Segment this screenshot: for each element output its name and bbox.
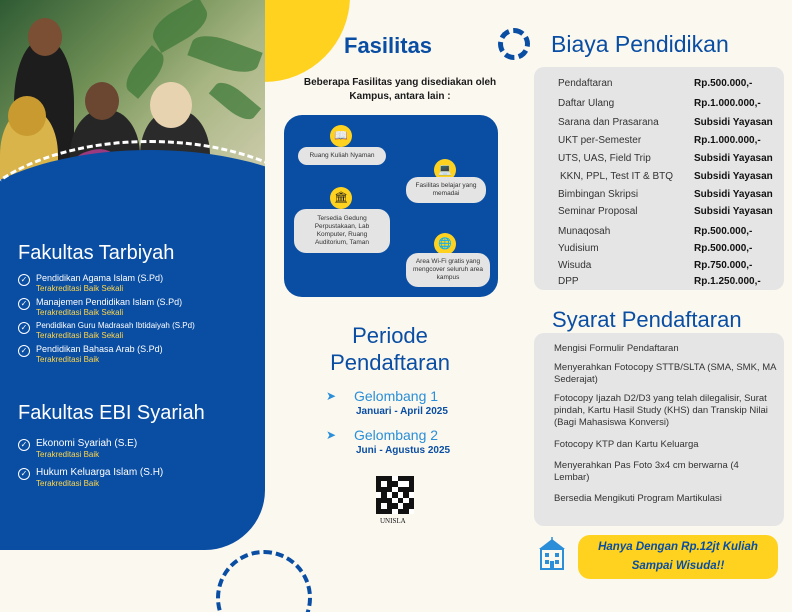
syarat-title: Syarat Pendaftaran [552, 307, 742, 332]
facility-item: Fasilitas belajar yang memadai [406, 177, 486, 203]
list-item: Fotocopy KTP dan Kartu Keluarga [554, 439, 699, 450]
globe-icon: 🌐 [434, 233, 456, 255]
table-row: KKN, PPL, Test IT & BTQ Subsidi Yayasan [560, 171, 773, 182]
list-item: ✓ Ekonomi Syariah (S.E) Terakreditasi Baik [18, 438, 163, 459]
fasilitas-intro: Beberapa Fasilitas yang disediakan oleh Kampus, antara lain : [303, 77, 497, 102]
check-circle-icon: ✓ [18, 322, 30, 334]
list-item: Bersedia Mengikuti Program Martikulasi [554, 493, 722, 504]
check-circle-icon: ✓ [18, 468, 30, 480]
list-item: ✓ Pendidikan Guru Madrasah Ibtidaiyah (S.Pd) Terakreditasi Baik Sekali [18, 321, 195, 340]
table-row: Wisuda Rp.750.000,- [558, 260, 753, 271]
table-row: UKT per-Semester Rp.1.000.000,- [558, 135, 761, 146]
table-row: Sarana dan Prasarana Subsidi Yayasan [558, 117, 773, 128]
table-row: UTS, UAS, Field Trip Subsidi Yayasan [558, 153, 773, 164]
library-icon: 🏛 [330, 187, 352, 209]
facility-item: Tersedia Gedung Perpustakaan, Lab Komputer, Ruang Auditorium, Taman [294, 209, 390, 253]
check-circle-icon: ✓ [18, 274, 30, 286]
fee-table [534, 67, 784, 290]
table-row: DPP Rp.1.250.000,- [558, 276, 761, 287]
decorative-dashed-circle [216, 550, 312, 612]
school-building-icon [537, 537, 567, 571]
faculty-panel [0, 0, 265, 550]
list-item: Menyerahkan Fotocopy STTB/SLTA (SMA, SMK, MA Sederajat) [554, 362, 776, 385]
fasilitas-title: Fasilitas [344, 33, 433, 58]
facility-item: Area Wi-Fi gratis yang mengcover seluruh area kampus [406, 253, 490, 287]
list-item: Mengisi Formulir Pendaftaran [554, 343, 679, 354]
fasilitas-box [284, 115, 498, 297]
book-icon: 📖 [330, 125, 352, 147]
list-item: ✓ Pendidikan Agama Islam (S.Pd) Terakreditasi Baik Sekali [18, 273, 195, 293]
laptop-icon: 💻 [434, 159, 456, 181]
faculty-ebi-list [18, 438, 163, 492]
list-item: Menyerahkan Pas Foto 3x4 cm berwarna (4 Lembar) [554, 460, 739, 483]
list-item: ✓ Hukum Keluarga Islam (S.H) Terakreditasi Baik [18, 467, 163, 488]
list-item: ✓ Manajemen Pendidikan Islam (S.Pd) Terakreditasi Baik Sekali [18, 297, 195, 317]
arrow-right-icon: ➤ [326, 389, 337, 403]
biaya-title: Biaya Pendidikan [551, 31, 729, 57]
qr-label: UNISLA [380, 517, 406, 525]
check-circle-icon: ✓ [18, 345, 30, 357]
decorative-dashed-circle-small [498, 28, 530, 60]
faculty-tarbiyah-list [18, 273, 195, 368]
table-row: Seminar Proposal Subsidi Yayasan [558, 206, 773, 217]
qr-code[interactable] [376, 476, 414, 514]
periode-title: Periode Pendaftaran [330, 323, 450, 375]
facility-item: Ruang Kuliah Nyaman [298, 147, 386, 165]
syarat-list [534, 333, 784, 526]
promo-banner: Hanya Dengan Rp.12jt Kuliah Sampai Wisuda!! [578, 535, 778, 579]
table-row: Daftar Ulang Rp.1.000.000,- [558, 98, 761, 109]
faculty-tarbiyah-title: Fakultas Tarbiyah [18, 242, 175, 264]
table-row: Munaqosah Rp.500.000,- [558, 226, 753, 237]
arrow-right-icon: ➤ [326, 428, 337, 442]
check-circle-icon: ✓ [18, 439, 30, 451]
faculty-ebi-title: Fakultas EBI Syariah [18, 402, 205, 424]
table-row: Bimbingan Skripsi Subsidi Yayasan [558, 189, 773, 200]
table-row: Pendaftaran Rp.500.000,- [558, 78, 753, 89]
table-row: Yudisium Rp.500.000,- [558, 243, 753, 254]
list-item: Fotocopy Ijazah D2/D3 yang telah dilegalisir, Surat pindah, Kartu Hasil Study (KHS) dan Transkip Nilai (Bagi Mahasiswa Konversi) [554, 393, 768, 428]
check-circle-icon: ✓ [18, 298, 30, 310]
list-item: ✓ Pendidikan Bahasa Arab (S.Pd) Terakreditasi Baik [18, 344, 195, 364]
